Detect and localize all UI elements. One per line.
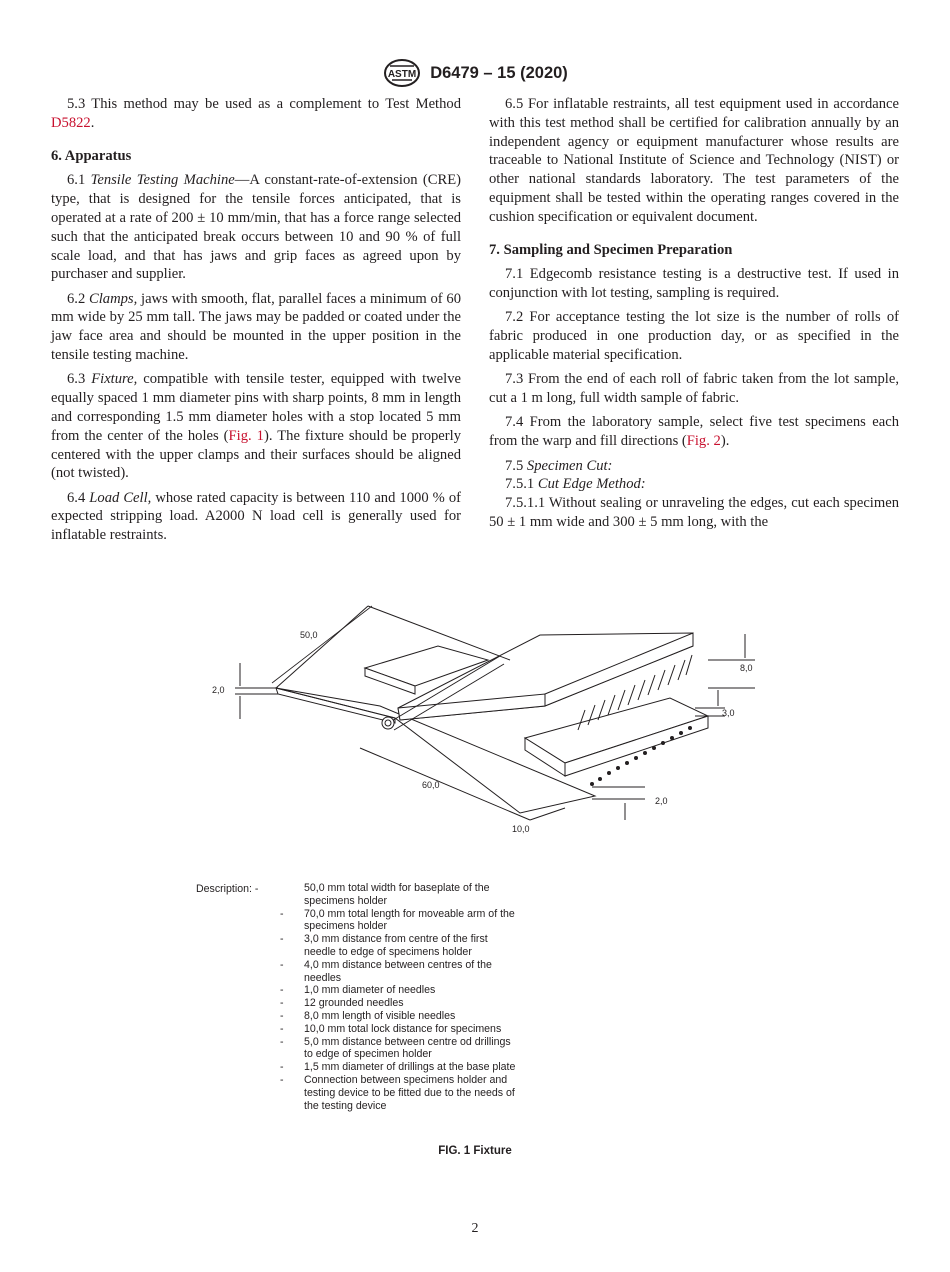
astm-logo-icon — [382, 58, 422, 88]
description-dash: - — [280, 907, 284, 920]
paragraph-6-5: 6.5 For inflatable restraints, all test equipment used in accordance with this test method shall be certified for calibration annually by an independent agency or equipment manufacturer whose results are traceable to National Institute of Science and Technology (NIST) or other national standards laboratory. The test parameters of the equipment shall be tested within the operating ranges covered in the cushion specification or equivalent document. — [489, 96, 899, 225]
description-text: 70,0 mm total length for moveable arm of the specimens holder — [304, 907, 515, 933]
paragraph-6-4: 6.4 Load Cell, whose rated capacity is between 110 and 1000 % of expected stripping load. A2000 N load cell is generally used for inflatable restraints. — [51, 489, 462, 544]
description-text: 12 grounded needles — [304, 997, 404, 1010]
description-item — [280, 933, 520, 959]
dim-10: 10,0 — [512, 824, 530, 834]
paragraph-7-4: 7.4 From the laboratory sample, select five test specimens each from the warp and fill directions (Fig. 2). — [489, 414, 899, 450]
paragraph-6-2: 6.2 Clamps, jaws with smooth, flat, parallel faces a minimum of 60 mm wide by 25 mm tall. The jaws may be padded or coated under the jaw face area and should be mounted in the upper position in the tensile testing machine. — [51, 290, 462, 364]
description-dash: - — [280, 997, 284, 1010]
left-column — [51, 95, 461, 551]
description-item — [280, 882, 520, 908]
description-label: Description: - — [196, 883, 259, 895]
description-item — [280, 1023, 520, 1036]
description-item — [280, 984, 520, 997]
section-7-heading: 7. Sampling and Specimen Preparation — [489, 241, 733, 258]
description-dash: - — [280, 958, 284, 971]
dim-3: 3,0 — [722, 708, 735, 718]
dim-50: 50,0 — [300, 630, 318, 640]
description-item — [280, 1036, 520, 1062]
description-dash: - — [280, 1009, 284, 1022]
figure-caption: FIG. 1 Fixture — [438, 1145, 512, 1157]
description-item — [280, 997, 520, 1010]
paragraph-7-1: 7.1 Edgecomb resistance testing is a destructive test. If used in conjunction with lot testing, sampling is required. — [489, 266, 899, 302]
description-dash: - — [280, 1035, 284, 1048]
dim-60: 60,0 — [422, 780, 440, 790]
description-item — [280, 1061, 520, 1074]
description-text: Connection between specimens holder and testing device to be fitted due to the needs of the testing device — [304, 1073, 515, 1112]
page-number: 2 — [471, 1221, 479, 1236]
description-text: 3,0 mm distance from centre of the first needle to edge of specimens holder — [304, 933, 488, 958]
description-dash: - — [280, 1061, 284, 1074]
paragraph-6-1: 6.1 Tensile Testing Machine—A constant-rate-of-extension (CRE) type, that is designed for the tensile forces anticipated, that is operated at a rate of 200 ± 10 mm/min, that has a force range selected such that the anticipated break occurs between 10 and 90 % of full scale load, and that has jaws and grip faces as agreed upon by purchaser and supplier. — [51, 172, 462, 283]
description-text: 50,0 mm total width for baseplate of the specimens holder — [304, 882, 490, 907]
description-text: 1,0 mm diameter of needles — [304, 984, 436, 997]
paragraph-6-3: 6.3 Fixture, compatible with tensile tester, equipped with twelve equally spaced 1 mm diameter pins with sharp points, 8 mm in length and corresponding 1.5 mm diameter holes with a stop located 5 mm from the center of the holes (Fig. 1). The fixture should be properly centered with the upper clamps and their surfaces should be aligned (not twisted). — [51, 371, 461, 482]
paragraph-5-3: 5.3 This method may be used as a complement to Test Method D5822. — [51, 96, 461, 131]
description-text: 5,0 mm distance between centre od drillings to edge of specimen holder — [304, 1035, 511, 1061]
dim-2-right: 2,0 — [655, 796, 668, 806]
paragraph-7-2: 7.2 For acceptance testing the lot size is the number of rolls of fabric produced in one production day, or as specified in the applicable material specification. — [489, 309, 899, 364]
paragraph-7-5: 7.5 Specimen Cut: — [505, 457, 613, 474]
link-fig-2[interactable]: Fig. 2 — [686, 433, 721, 450]
description-dash: - — [280, 1022, 284, 1035]
right-column — [489, 95, 899, 537]
fixture-drawing — [200, 598, 760, 848]
section-6-heading: 6. Apparatus — [51, 147, 132, 164]
description-list — [280, 882, 520, 1112]
link-fig-1[interactable]: Fig. 1 — [228, 427, 264, 444]
dim-8: 8,0 — [740, 663, 753, 673]
description-item — [280, 959, 520, 985]
description-item — [280, 1010, 520, 1023]
link-d5822[interactable]: D5822 — [51, 114, 91, 131]
description-dash: - — [280, 984, 284, 997]
paragraph-7-5-1-1: 7.5.1.1 Without sealing or unraveling the edges, cut each specimen 50 ± 1 mm wide and 300 ± 5 mm long, with the — [489, 495, 899, 530]
description-text: 4,0 mm distance between centres of the needles — [304, 958, 492, 984]
description-text: 8,0 mm length of visible needles — [304, 1009, 456, 1022]
description-dash: - — [280, 1073, 284, 1086]
paragraph-7-5-1: 7.5.1 Cut Edge Method: — [505, 476, 646, 493]
description-dash: - — [280, 933, 284, 946]
description-item — [280, 908, 520, 934]
document-designation: D6479 – 15 (2020) — [430, 63, 568, 82]
description-item — [280, 1074, 520, 1112]
description-text: 1,5 mm diameter of drillings at the base plate — [304, 1061, 516, 1074]
description-text: 10,0 mm total lock distance for specimens — [304, 1022, 502, 1035]
astm-logo-text: ASTM — [388, 69, 417, 80]
dim-2-left: 2,0 — [212, 685, 225, 695]
paragraph-7-3: 7.3 From the end of each roll of fabric taken from the lot sample, cut a 1 m long, full width sample of fabric. — [489, 371, 899, 407]
page-header — [0, 58, 950, 88]
